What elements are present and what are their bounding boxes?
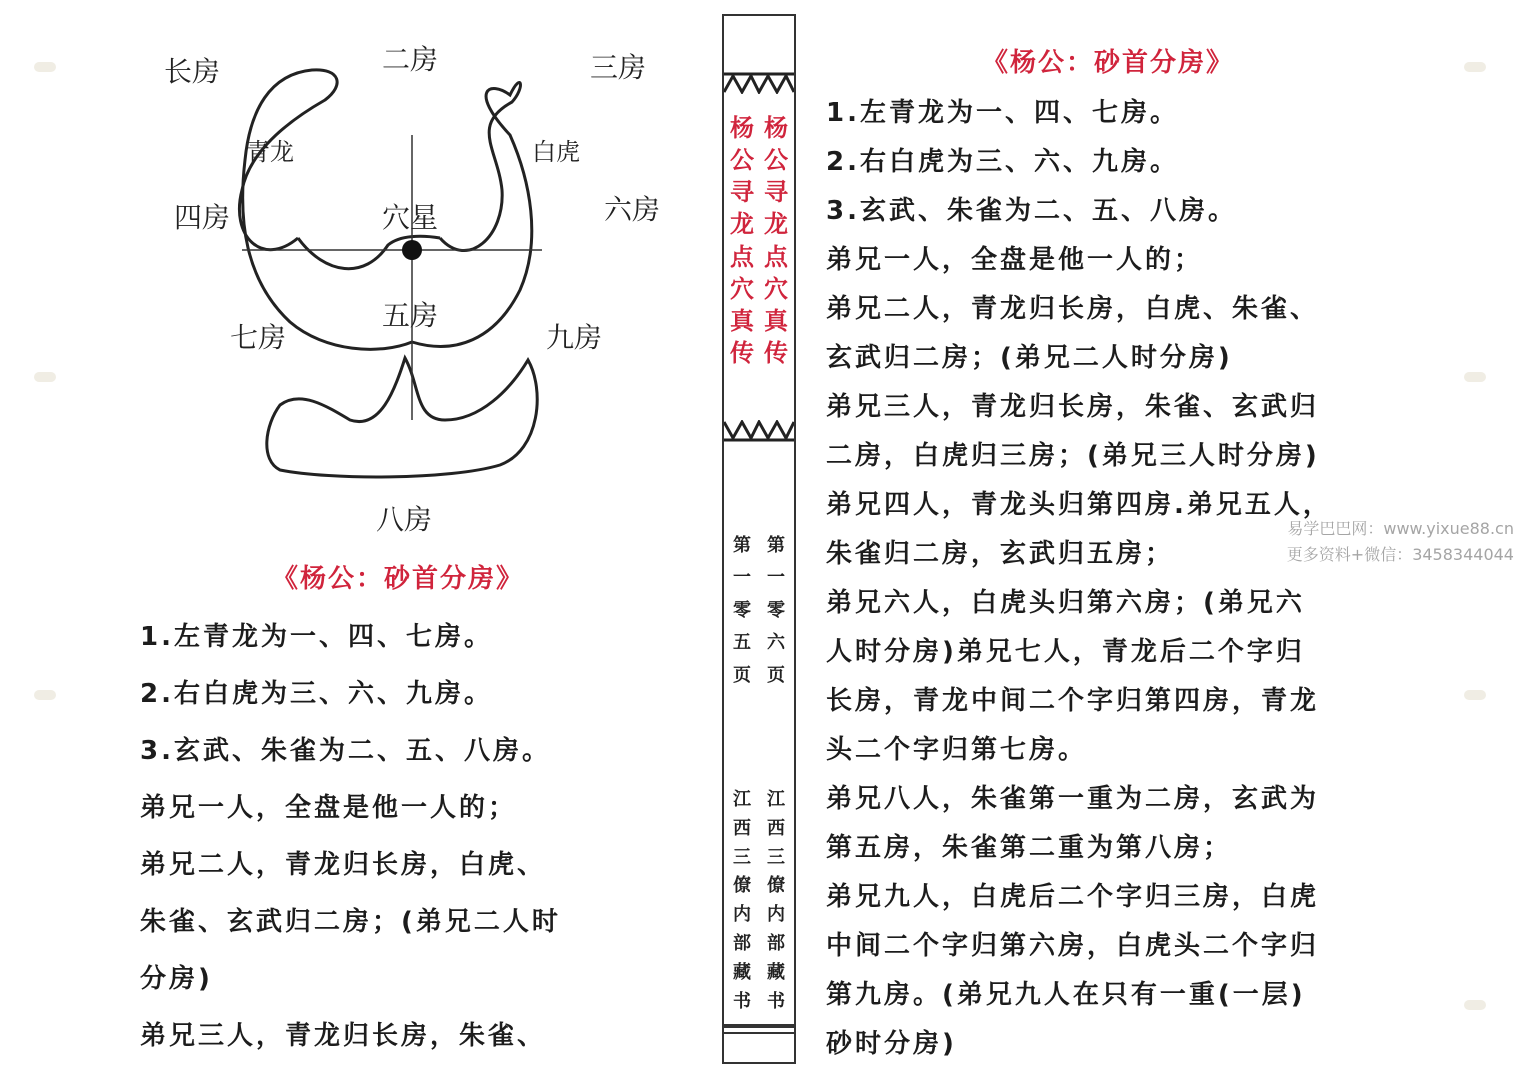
left-line-3: 3.玄武、朱雀为二、五、八房。 — [140, 736, 551, 766]
left-line-1: 1.左青龙为一、四、七房。 — [140, 622, 493, 652]
right-line-1: 1.左青龙为一、四、七房。 — [826, 98, 1179, 128]
xue-point — [402, 240, 422, 260]
label-house1: 长房 — [164, 55, 221, 88]
spine-title-left: 杨公寻龙点穴真传 — [730, 114, 754, 368]
right-line-6: 玄武归二房；(弟兄二人时分房) — [826, 343, 1233, 373]
right-line-4: 弟兄一人，全盘是他一人的； — [826, 245, 1204, 275]
watermark-wechat: 更多资料+微信：3458344044 — [1286, 545, 1514, 564]
right-line-17: 弟兄九人，白虎后二个字归三房，白虎 — [826, 882, 1320, 912]
right-line-13: 长房，青龙中间二个字归第四房，青龙 — [826, 686, 1320, 716]
right-line-5: 弟兄二人，青龙归长房，白虎、朱雀、 — [826, 294, 1320, 324]
lower-sand-outline — [267, 358, 537, 477]
right-line-3: 3.玄武、朱雀为二、五、八房。 — [826, 196, 1237, 226]
left-section-title: 《杨公：砂首分房》 — [272, 564, 525, 594]
right-page — [800, 0, 1528, 1080]
scan-mark — [34, 62, 56, 72]
right-line-11: 弟兄六人，白虎头归第六房；(弟兄六 — [826, 588, 1305, 618]
spine-page-left: 第一零五页 — [733, 535, 751, 686]
label-house5: 五房 — [382, 299, 439, 332]
right-line-7: 弟兄三人，青龙归长房，朱雀、玄武归 — [826, 392, 1320, 422]
right-line-12: 人时分房)弟兄七人，青龙后二个字归 — [826, 637, 1305, 667]
left-line-8: 弟兄三人，青龙归长房，朱雀、 — [140, 1021, 547, 1051]
spine-page-right: 第一零六页 — [767, 535, 785, 686]
label-xuexing: 穴星 — [382, 201, 439, 234]
left-line-5: 弟兄二人，青龙归长房，白虎、 — [140, 850, 547, 880]
scan-mark — [1464, 690, 1486, 700]
label-house2: 二房 — [382, 43, 439, 76]
right-line-14: 头二个字归第七房。 — [826, 735, 1088, 765]
label-baihu: 白虎 — [532, 138, 580, 166]
spine-title-right: 杨公寻龙点穴真传 — [764, 114, 788, 368]
label-house3: 三房 — [590, 51, 647, 84]
right-line-18: 中间二个字归第六房，白虎头二个字归 — [826, 931, 1320, 961]
right-line-8: 二房，白虎归三房；(弟兄三人时分房) — [826, 441, 1320, 471]
left-line-2: 2.右白虎为三、六、九房。 — [140, 679, 493, 709]
scan-mark — [34, 372, 56, 382]
scan-mark — [1464, 372, 1486, 382]
spine-rule-1 — [724, 1024, 794, 1028]
left-page — [0, 0, 720, 1080]
right-line-19: 第九房。(弟兄九人在只有一重(一层) — [826, 980, 1306, 1010]
left-line-4: 弟兄一人，全盘是他一人的； — [140, 793, 518, 823]
spine-rule-2 — [724, 1032, 794, 1034]
label-house8: 八房 — [376, 503, 433, 536]
right-section-title: 《杨公：砂首分房》 — [982, 48, 1235, 78]
left-line-6: 朱雀、玄武归二房；(弟兄二人时 — [140, 907, 561, 937]
right-line-10: 朱雀归二房，玄武归五房； — [826, 539, 1175, 569]
label-qinglong: 青龙 — [246, 138, 294, 166]
watermark-site: 易学巴巴网：www.yixue88.cn — [1287, 519, 1514, 538]
label-house4: 四房 — [174, 201, 231, 234]
label-house7: 七房 — [230, 321, 287, 354]
sand-house-diagram — [150, 40, 661, 550]
diagram-drawing — [150, 40, 570, 550]
right-line-16: 第五房，朱雀第二重为第八房； — [826, 833, 1233, 863]
spine-library-left: 江西三僚内部藏书 — [733, 789, 751, 1012]
book-spine — [722, 14, 796, 1064]
scan-mark — [1464, 1000, 1486, 1010]
spine-library-right: 江西三僚内部藏书 — [767, 789, 785, 1012]
scan-mark — [34, 690, 56, 700]
right-line-2: 2.右白虎为三、六、九房。 — [826, 147, 1179, 177]
label-house9: 九房 — [546, 321, 603, 354]
right-line-15: 弟兄八人，朱雀第一重为二房，玄武为 — [826, 784, 1320, 814]
scan-mark — [1464, 62, 1486, 72]
spine-bottom-ornament — [724, 420, 794, 442]
label-house6: 六房 — [604, 193, 661, 226]
right-line-9: 弟兄四人，青龙头归第四房.弟兄五人， — [826, 490, 1332, 520]
left-line-7: 分房) — [140, 964, 213, 994]
right-line-20: 砂时分房) — [826, 1029, 957, 1059]
spine-top-ornament — [724, 72, 794, 94]
